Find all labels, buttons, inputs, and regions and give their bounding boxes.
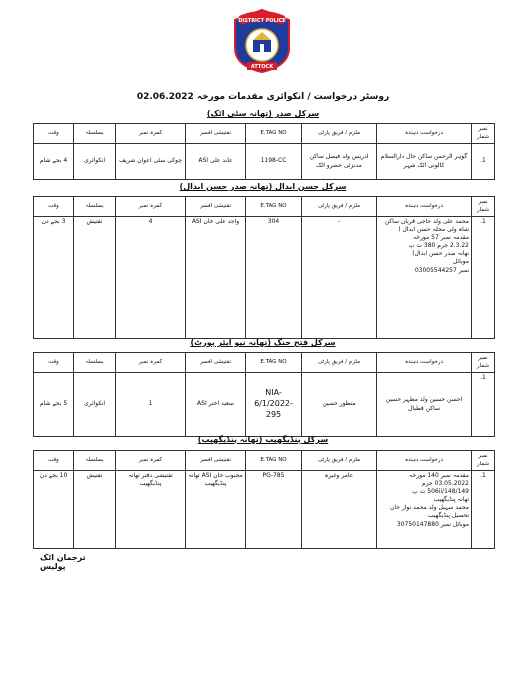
cell-etag: PG-785 <box>246 471 302 549</box>
header-accused: ملزم / فریق پارٹی <box>302 124 377 144</box>
cell-serial: 1. <box>472 217 495 339</box>
header-room: کمرہ نمبر <box>116 451 186 471</box>
cell-accused: ادریس ولد فیصل ساکن مدنزئی حضرو اٹک <box>302 144 377 180</box>
header-officer: تفتیشی افسر <box>186 353 246 373</box>
cell-time: 3 بجے دن <box>34 217 74 339</box>
applicant-line: مقدمہ نمبر 57 مورخہ <box>412 234 469 242</box>
header-serial: نمبر شمار <box>472 124 495 144</box>
applicant-line: نمبر 03005544257 <box>414 266 469 274</box>
header-etag: E.TAG NO <box>246 197 302 217</box>
header-accused: ملزم / فریق پارٹی <box>302 197 377 217</box>
section-title-city-attock: سرکل صدر (تھانہ سٹی اٹک) <box>206 109 320 118</box>
applicant-line: موبائل نمبر 30750147880 <box>396 520 469 528</box>
section-title-hassan-abdal: سرکل حسن ابدال (تھانہ صدر حسن ابدال) <box>179 182 347 191</box>
applicant-line: محمد علی ولد حاجی قربان ساکن <box>384 218 469 225</box>
table-header-row <box>34 451 495 471</box>
header-room: کمرہ نمبر <box>116 124 186 144</box>
cell-applicant: احسن حسین ولد مظہر حسین ساکن قطبال <box>377 373 472 437</box>
header-serial: نمبر شمار <box>472 353 495 373</box>
header-officer: تفتیشی افسر <box>186 451 246 471</box>
cell-applicant <box>377 471 472 549</box>
header-status: بسلسلہ <box>74 451 116 471</box>
header-officer: تفتیشی افسر <box>186 197 246 217</box>
table-pindigheb <box>33 450 495 549</box>
cell-status: انکوائری <box>74 144 116 180</box>
svg-text:DISTRICT POLICE: DISTRICT POLICE <box>238 18 286 24</box>
cell-time: 4 بجے شام <box>34 144 74 180</box>
header-applicant: درخواست دہندہ <box>377 197 472 217</box>
table-city-attock <box>33 123 495 180</box>
header-accused: ملزم / فریق پارٹی <box>302 353 377 373</box>
header-applicant: درخواست دہندہ <box>377 124 472 144</box>
cell-accused: عامر وغیرہ <box>302 471 377 549</box>
applicant-line: شاہ ولی محلہ حسن ابدال ( <box>398 226 469 234</box>
header-status: بسلسلہ <box>74 197 116 217</box>
header-status: بسلسلہ <box>74 124 116 144</box>
header-serial: نمبر شمار <box>472 451 495 471</box>
cell-room: تفتیشی دفتر تھانہ پنڈیگھیب <box>116 471 186 549</box>
cell-status: انکوائری <box>74 373 116 437</box>
cell-accused: - <box>302 217 377 339</box>
header-etag: E.TAG NO <box>246 353 302 373</box>
cell-officer: محبوب خان ASI تھانہ پنڈیگھیب <box>186 471 246 549</box>
cell-etag: 1198-CC <box>246 144 302 180</box>
document-title: روسٹر درخواست / انکوائری مقدمات مورخہ 02.06.2022 <box>136 92 390 102</box>
applicant-line: تھانہ پنڈیگھیب <box>433 496 469 504</box>
table-header-row <box>34 124 495 144</box>
table-row <box>34 217 495 339</box>
cell-officer: واجد علی خان ASI <box>186 217 246 339</box>
table-header-row <box>34 197 495 217</box>
cell-officer: عابد علی ASI <box>186 144 246 180</box>
header-status: بسلسلہ <box>74 353 116 373</box>
cell-serial: 1. <box>472 144 495 180</box>
cell-etag: NIA-6/1/2022-295 <box>246 373 302 437</box>
header-etag: E.TAG NO <box>246 124 302 144</box>
cell-serial: 1. <box>472 373 495 437</box>
header-officer: تفتیشی افسر <box>186 124 246 144</box>
footer-spokesperson: ترجمان اٹک پولیس <box>40 553 86 571</box>
district-police-logo <box>231 8 293 74</box>
cell-applicant: گوہر الرحمن ساکن حال دارالسلام کالونی اٹک شہر <box>377 144 472 180</box>
header-time: وقت <box>34 197 74 217</box>
table-row <box>34 144 495 180</box>
svg-text:ATTOCK: ATTOCK <box>250 64 274 70</box>
table-row <box>34 373 495 437</box>
applicant-line: 506ii/148/149 ت پ <box>412 488 469 496</box>
cell-time: 10 بجے دن <box>34 471 74 549</box>
table-hassan-abdal <box>33 196 495 339</box>
section-title-pindigheb: سرکل پنڈیگھیب (تھانہ پنڈیگھیب) <box>197 435 329 444</box>
cell-room: 4 <box>116 217 186 339</box>
cell-status: تفتیش <box>74 471 116 549</box>
header-time: وقت <box>34 124 74 144</box>
cell-time: 5 بجے شام <box>34 373 74 437</box>
applicant-line: 03.05.2022 جرم <box>421 480 469 488</box>
applicant-line: مقدمہ نمبر 140 مورخہ <box>409 472 469 479</box>
cell-room: چوکی سٹی اعوان شریف <box>116 144 186 180</box>
header-applicant: درخواست دہندہ <box>377 353 472 373</box>
applicant-line: تھانہ صدر حسن ابدال) <box>412 250 469 258</box>
cell-etag: 304 <box>246 217 302 339</box>
cell-status: تفتیش <box>74 217 116 339</box>
applicant-line: محمد سہیل ولد محمد نواز خان تحصیل پنڈیگھیب <box>390 504 469 520</box>
header-serial: نمبر شمار <box>472 197 495 217</box>
applicant-line: موبائل <box>452 258 469 266</box>
cell-room: 1 <box>116 373 186 437</box>
header-applicant: درخواست دہندہ <box>377 451 472 471</box>
header-etag: E.TAG NO <box>246 451 302 471</box>
header-time: وقت <box>34 451 74 471</box>
cell-accused: منظور حسین <box>302 373 377 437</box>
cell-serial: 1. <box>472 471 495 549</box>
table-row <box>34 471 495 549</box>
table-fateh-jang <box>33 352 495 437</box>
cell-applicant <box>377 217 472 339</box>
applicant-line: 2.3.22 جرم 380 ت پ <box>408 242 469 250</box>
header-room: کمرہ نمبر <box>116 197 186 217</box>
header-room: کمرہ نمبر <box>116 353 186 373</box>
header-time: وقت <box>34 353 74 373</box>
section-title-fateh-jang: سرکل فتح جنگ (تھانہ نیو ایئر پورٹ) <box>190 338 336 347</box>
header-accused: ملزم / فریق پارٹی <box>302 451 377 471</box>
table-header-row <box>34 353 495 373</box>
cell-officer: سعید اختر ASI <box>186 373 246 437</box>
